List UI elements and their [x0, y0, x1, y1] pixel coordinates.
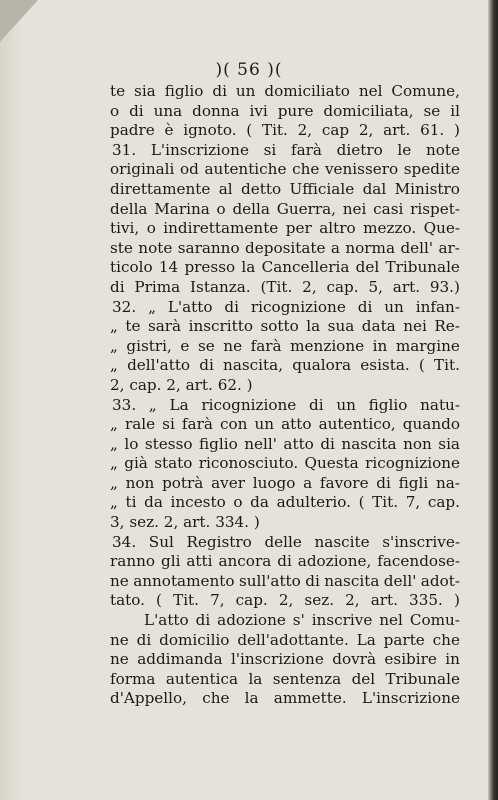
text-word: ignoto.	[183, 121, 237, 140]
text-word: nei	[342, 199, 367, 218]
text-line	[110, 670, 460, 690]
text-word: note	[425, 140, 460, 159]
text-line	[110, 337, 460, 357]
text-line	[110, 552, 460, 572]
text-word: 2,	[110, 375, 130, 394]
text-line	[110, 611, 460, 631]
text-word: dell'adottante.	[237, 630, 349, 649]
text-word: padre	[110, 121, 155, 140]
text-word: Istanza.	[190, 277, 251, 296]
text-word: 2,	[358, 121, 374, 140]
text-word: da	[250, 493, 269, 512]
text-word: se	[197, 336, 215, 355]
text-word: d'Appello,	[110, 689, 187, 708]
text-word: a	[330, 238, 340, 257]
text-word: L'atto	[167, 297, 213, 316]
text-line	[110, 650, 460, 670]
text-word: un	[235, 82, 256, 100]
text-line	[110, 82, 460, 102]
text-word: (	[418, 356, 425, 375]
text-word: 7,	[210, 591, 225, 610]
text-word: Ministro	[394, 179, 460, 198]
text-word: ammette.	[273, 689, 347, 708]
text-word: „	[110, 415, 118, 434]
text-word: La	[356, 630, 376, 649]
text-line	[110, 141, 460, 161]
text-word: o	[233, 493, 243, 512]
text-word: autentica	[165, 669, 239, 688]
text-word: sia	[438, 434, 460, 453]
text-word: ranno	[110, 552, 156, 571]
text-word: Tit.	[173, 591, 199, 610]
text-line	[110, 102, 460, 122]
text-word: nascite	[314, 532, 370, 551]
text-word: quando	[402, 415, 460, 434]
text-word: si	[162, 415, 175, 434]
text-word: )	[453, 121, 460, 140]
text-word: adozione	[217, 611, 286, 630]
text-word: le	[397, 140, 412, 159]
text-line	[110, 396, 460, 416]
text-word: note	[138, 238, 173, 257]
text-word: di	[129, 101, 144, 120]
text-word: del	[355, 258, 380, 277]
text-word: di	[195, 611, 211, 630]
text-word: gistri,	[126, 336, 172, 355]
text-word: parte	[383, 630, 425, 649]
text-word: 61.	[420, 121, 445, 140]
text-word: luogo	[252, 473, 296, 492]
page-body-text	[110, 82, 460, 709]
text-word: domiciliato	[264, 82, 350, 100]
text-word: Questa	[304, 454, 359, 473]
text-word: art.	[383, 121, 411, 140]
text-word: il	[450, 101, 460, 120]
text-word: di	[376, 473, 391, 492]
text-word: sotto	[260, 317, 299, 336]
text-word: 7,	[405, 493, 421, 512]
text-word: saranno	[177, 238, 240, 257]
text-word: „	[148, 297, 156, 316]
text-word: di	[136, 630, 152, 649]
text-word: forma	[110, 669, 156, 688]
page-number: )( 56 )(	[215, 60, 283, 80]
text-word: inscrive	[311, 611, 373, 630]
text-word: atto	[283, 434, 314, 453]
text-word: lo	[124, 434, 139, 453]
text-word: „	[110, 434, 118, 453]
text-word: che	[292, 160, 320, 179]
text-word: nel	[379, 611, 403, 630]
text-word: Comu-	[409, 611, 460, 630]
text-word: 2,	[166, 375, 186, 394]
text-word: potrà	[162, 473, 204, 492]
text-word: atto	[281, 415, 312, 434]
text-word: data	[361, 317, 396, 336]
text-word: 62.	[217, 375, 247, 394]
text-word: „	[110, 356, 118, 375]
text-word: una	[153, 101, 183, 120]
text-word: la	[241, 258, 256, 277]
text-line	[110, 376, 460, 396]
text-word: stesso	[144, 434, 193, 453]
text-word: art.	[392, 277, 421, 296]
text-word: che	[432, 630, 460, 649]
text-word: L'inscrizione	[150, 140, 249, 159]
text-line	[110, 493, 460, 513]
text-word: delle	[264, 532, 302, 551]
text-word: 34.	[112, 532, 137, 551]
text-word: L'inscrizione	[361, 689, 460, 708]
text-word: la	[306, 317, 321, 336]
text-word: con	[219, 415, 248, 434]
text-word: )	[246, 375, 253, 394]
text-word: ticolo	[110, 258, 153, 277]
text-word: atti	[186, 552, 213, 571]
text-word: menzione	[290, 336, 365, 355]
text-word: o	[216, 199, 226, 218]
text-word: qualora	[292, 356, 352, 375]
text-word: ancora	[218, 552, 272, 571]
folded-corner	[0, 0, 38, 42]
text-word: di	[212, 82, 227, 100]
text-line	[110, 533, 460, 553]
text-word: ne	[223, 336, 243, 355]
text-word: l'inscrizione	[230, 650, 324, 669]
text-word: 334.	[215, 513, 254, 532]
text-word: Comune,	[391, 82, 460, 100]
text-word: aver	[211, 473, 245, 492]
text-word: ne	[110, 630, 129, 649]
text-word: nascita	[341, 434, 397, 453]
text-line	[110, 298, 460, 318]
text-word: spedite	[403, 160, 460, 179]
text-word: „	[110, 493, 118, 512]
text-word: Registro	[186, 532, 252, 551]
text-word: )	[453, 591, 460, 610]
text-word: (	[358, 493, 365, 512]
text-word: 3,	[110, 513, 130, 532]
text-word: ivi	[249, 101, 268, 120]
text-word: di	[309, 395, 324, 414]
text-word: 5,	[368, 277, 383, 296]
text-word: cap.	[129, 375, 167, 394]
text-word: facendose-	[377, 552, 460, 571]
text-word: adozione,	[297, 552, 372, 571]
text-word: 2,	[302, 277, 317, 296]
text-word: dal	[362, 179, 387, 198]
scan-right-binding-edge	[488, 0, 498, 800]
text-word: donna	[192, 101, 240, 120]
text-word: 2,	[345, 591, 360, 610]
text-word: figli	[398, 473, 429, 492]
text-word: di	[320, 434, 335, 453]
text-word: dietro	[336, 140, 383, 159]
text-line	[110, 200, 460, 220]
text-word: la	[248, 669, 263, 688]
text-word: nascita	[324, 571, 380, 590]
text-word: ricognizione	[250, 297, 346, 316]
text-word: „	[148, 395, 157, 414]
text-line	[110, 689, 460, 709]
text-line	[110, 258, 460, 278]
text-line	[110, 317, 460, 337]
text-word: se	[423, 101, 441, 120]
text-word: non	[125, 473, 155, 492]
text-word: detto	[241, 179, 282, 198]
text-word: non	[403, 434, 432, 453]
text-word: farà	[290, 140, 322, 159]
text-word: farà	[250, 336, 282, 355]
text-word: di	[357, 297, 373, 316]
text-word: presso	[184, 258, 236, 277]
text-line	[110, 591, 460, 611]
text-word: mezzo.	[363, 219, 417, 238]
text-word: nell'	[244, 434, 277, 453]
text-word: originali	[110, 160, 175, 179]
text-word: in	[372, 336, 388, 355]
text-word: (	[246, 121, 253, 140]
text-word: è	[164, 121, 174, 140]
text-word: art.	[370, 591, 398, 610]
text-word: 335.	[409, 591, 443, 610]
text-word: od	[180, 160, 199, 179]
text-word: 2,	[163, 513, 184, 532]
text-word: nascita,	[223, 356, 284, 375]
text-word: Prima	[134, 277, 181, 296]
text-word: di	[224, 297, 240, 316]
text-word: art.	[183, 513, 216, 532]
text-word: a	[303, 473, 313, 492]
text-word: di	[277, 552, 292, 571]
text-line	[110, 572, 460, 592]
text-word: addimanda	[137, 650, 223, 669]
text-word: „	[110, 317, 118, 336]
text-word: tato.	[110, 591, 145, 610]
text-word: favore	[319, 473, 369, 492]
text-word: della	[110, 199, 148, 218]
text-word: Tit.	[372, 493, 399, 512]
text-word: inscritto	[188, 317, 253, 336]
text-word: s'inscrive-	[382, 532, 460, 551]
text-line	[110, 454, 460, 474]
text-word: o	[110, 101, 120, 120]
text-word: ricognizione	[201, 395, 297, 414]
text-word: già	[124, 454, 148, 473]
text-line	[110, 219, 460, 239]
text-line	[110, 180, 460, 200]
text-line	[110, 474, 460, 494]
text-word: da	[144, 493, 163, 512]
text-word: 2,	[297, 121, 313, 140]
text-word: che	[202, 689, 230, 708]
text-word: Tit.	[434, 356, 460, 375]
text-word: stato	[154, 454, 193, 473]
text-line	[110, 415, 460, 435]
text-word: altro	[319, 219, 356, 238]
text-word: sull'atto	[238, 571, 301, 590]
text-word: depositate	[245, 238, 326, 257]
text-word: sia	[134, 82, 156, 100]
text-word: 32.	[112, 297, 137, 316]
text-word: sez.	[129, 513, 164, 532]
text-line	[110, 160, 460, 180]
text-word: un	[336, 395, 356, 414]
text-word: L'atto	[144, 611, 189, 630]
text-word: Tit.	[261, 121, 288, 140]
text-word: pure	[277, 101, 314, 120]
text-word: ti	[125, 493, 137, 512]
text-word: na-	[435, 473, 460, 492]
text-word: adot-	[420, 571, 460, 590]
text-word: Tribunale	[385, 669, 460, 688]
text-word: infan-	[415, 297, 460, 316]
text-word: „	[110, 336, 118, 355]
text-line	[110, 631, 460, 651]
text-word: ne	[110, 571, 129, 590]
text-word: cap.	[235, 591, 268, 610]
text-word: figlio	[164, 82, 204, 100]
text-word: ricognizione	[365, 454, 460, 473]
text-word: ne	[110, 650, 129, 669]
text-line	[110, 513, 460, 533]
text-word: dovrà	[332, 650, 377, 669]
text-word: Guerra,	[276, 199, 336, 218]
text-word: s'	[292, 611, 305, 630]
text-word: autentiche	[204, 160, 287, 179]
scan-left-margin	[0, 0, 22, 800]
text-word: venissero	[324, 160, 399, 179]
text-word: o	[146, 219, 156, 238]
text-line	[110, 278, 460, 298]
text-word: 93.)	[429, 277, 460, 296]
text-word: 33.	[112, 395, 137, 414]
text-word: cap	[321, 121, 350, 140]
text-word: natu-	[420, 395, 460, 414]
text-word: sez.	[304, 591, 335, 610]
text-word: adulterio.	[276, 493, 351, 512]
text-word: autentico,	[318, 415, 396, 434]
text-word: rispet-	[410, 199, 460, 218]
text-word: domicilio	[159, 630, 230, 649]
text-word: (Tit.	[260, 277, 293, 296]
text-word: di	[199, 356, 214, 375]
text-word: di	[110, 277, 125, 296]
text-word: incesto	[170, 493, 226, 512]
text-line	[110, 121, 460, 141]
text-word: rale	[124, 415, 156, 434]
text-word: del	[351, 669, 376, 688]
text-word: )	[253, 513, 260, 532]
text-word: 14	[158, 258, 179, 277]
text-word: tivi,	[110, 219, 140, 238]
text-word: dell'atto	[127, 356, 191, 375]
text-word: la	[244, 689, 259, 708]
text-word: in	[445, 650, 460, 669]
text-word: cap.	[326, 277, 359, 296]
text-word: casi	[373, 199, 404, 218]
text-word: dell'	[400, 238, 434, 257]
text-word: (	[156, 591, 162, 610]
text-word: La	[169, 395, 189, 414]
text-line	[110, 435, 460, 455]
text-word: sentenza	[272, 669, 342, 688]
text-word: te	[110, 82, 126, 100]
text-word: Ufficiale	[289, 179, 355, 198]
text-word: riconosciuto.	[198, 454, 299, 473]
text-word: sua	[327, 317, 355, 336]
text-word: esibire	[384, 650, 437, 669]
text-word: esista.	[360, 356, 410, 375]
text-word: indirettamente	[163, 219, 279, 238]
text-word: direttamente	[110, 179, 211, 198]
text-word: te	[125, 317, 141, 336]
text-word: Re-	[434, 317, 460, 336]
text-line	[110, 356, 460, 376]
text-word: al	[218, 179, 233, 198]
text-word: si	[263, 140, 277, 159]
text-word: Marina	[154, 199, 210, 218]
text-word: gli	[160, 552, 181, 571]
text-word: sarà	[147, 317, 182, 336]
text-word: cap.	[427, 493, 460, 512]
text-word: 31.	[112, 140, 137, 159]
text-word: nei	[403, 317, 427, 336]
text-word: ar-	[438, 238, 460, 257]
text-word: e	[180, 336, 190, 355]
text-word: Cancelleria	[261, 258, 350, 277]
text-word: figlio	[368, 395, 408, 414]
text-word: un	[254, 415, 275, 434]
text-word: ste	[110, 238, 133, 257]
text-word: norma	[345, 238, 396, 257]
text-word: di	[305, 571, 320, 590]
text-line	[110, 239, 460, 259]
text-word: nel	[358, 82, 383, 100]
text-word: farà	[181, 415, 213, 434]
text-word: Que-	[423, 219, 460, 238]
text-word: Sul	[148, 532, 174, 551]
text-word: annotamento	[133, 571, 235, 590]
text-word: dell'	[383, 571, 417, 590]
text-word: margine	[395, 336, 460, 355]
text-word: domiciliata,	[323, 101, 414, 120]
text-word: „	[110, 473, 118, 492]
text-word: figlio	[199, 434, 238, 453]
text-word: della	[232, 199, 270, 218]
text-word: art.	[185, 375, 218, 394]
text-word: un	[384, 297, 404, 316]
text-word: per	[285, 219, 312, 238]
text-word: 2,	[278, 591, 294, 610]
text-word: Tribunale	[385, 258, 460, 277]
text-word: „	[110, 454, 118, 473]
